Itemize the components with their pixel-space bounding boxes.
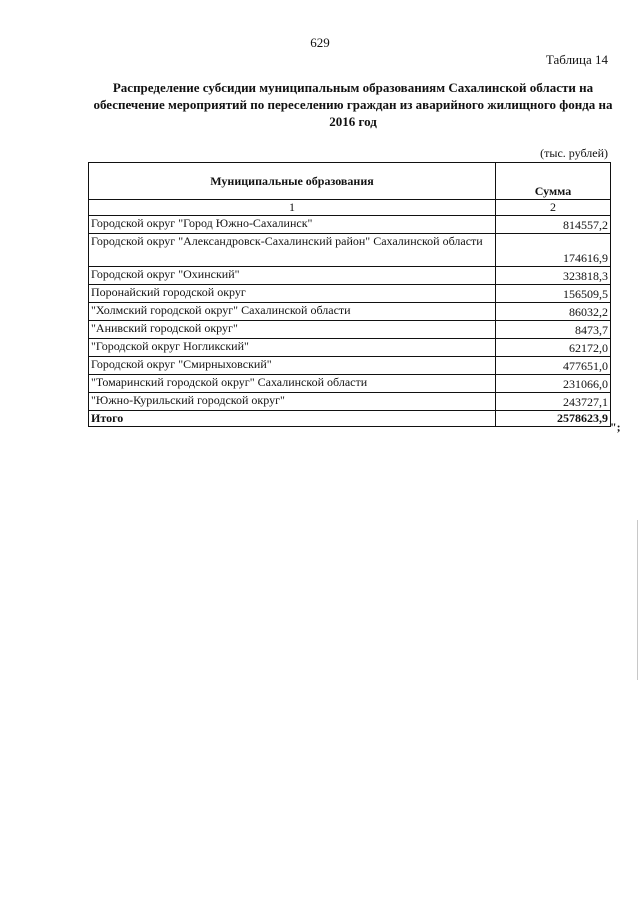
amount-value: 174616,9 [496, 234, 611, 267]
scan-edge-line [637, 520, 638, 680]
amount-value: 814557,2 [496, 216, 611, 234]
table-row [89, 303, 611, 321]
municipality-name: Поронайский городской округ [89, 285, 496, 303]
table-row [89, 321, 611, 339]
table-row [89, 375, 611, 393]
municipality-name: Городской округ "Смирныховский" [89, 357, 496, 375]
amount-value: 8473,7 [496, 321, 611, 339]
table-label: Таблица 14 [545, 52, 608, 67]
closing-quote: "; [610, 420, 621, 434]
municipality-name: "Томаринский городской округ" Сахалинской области [89, 375, 496, 393]
header-municipalities: Муниципальные образования [89, 163, 496, 200]
municipality-name: "Южно-Курильский городской округ" [89, 393, 496, 411]
subsidy-table [88, 162, 611, 427]
total-label: Итого [89, 411, 496, 427]
amount-value: 86032,2 [496, 303, 611, 321]
amount-value: 243727,1 [496, 393, 611, 411]
total-amount: 2578623,9 [496, 411, 611, 427]
municipality-name: "Городской округ Ногликский" [89, 339, 496, 357]
municipality-name: Городской округ "Александровск-Сахалинский район" Сахалинской области [89, 234, 496, 267]
table-row [89, 339, 611, 357]
municipality-name: Городской округ "Охинский" [89, 267, 496, 285]
total-row [89, 411, 611, 427]
amount-value: 62172,0 [496, 339, 611, 357]
header-amount: Сумма [496, 163, 611, 200]
column-number-1: 1 [89, 200, 496, 216]
municipality-name: "Анивский городской округ" [89, 321, 496, 339]
municipality-name: Городской округ "Город Южно-Сахалинск" [89, 216, 496, 234]
table-row [89, 216, 611, 234]
table-row [89, 234, 611, 267]
municipality-name: "Холмский городской округ" Сахалинской области [89, 303, 496, 321]
amount-value: 323818,3 [496, 267, 611, 285]
table-row [89, 393, 611, 411]
amount-value: 231066,0 [496, 375, 611, 393]
page-number: 629 [310, 35, 330, 50]
column-number-2: 2 [496, 200, 611, 216]
amount-value: 477651,0 [496, 357, 611, 375]
units-label: (тыс. рублей) [540, 146, 608, 160]
table-row [89, 357, 611, 375]
table-row [89, 267, 611, 285]
document-title: Распределение субсидии муниципальным образованиям Сахалинской области на обеспечение мероприятий по переселению граждан из аварийного жилищного фонда на 2016 год [93, 80, 613, 129]
amount-value: 156509,5 [496, 285, 611, 303]
table-row [89, 285, 611, 303]
